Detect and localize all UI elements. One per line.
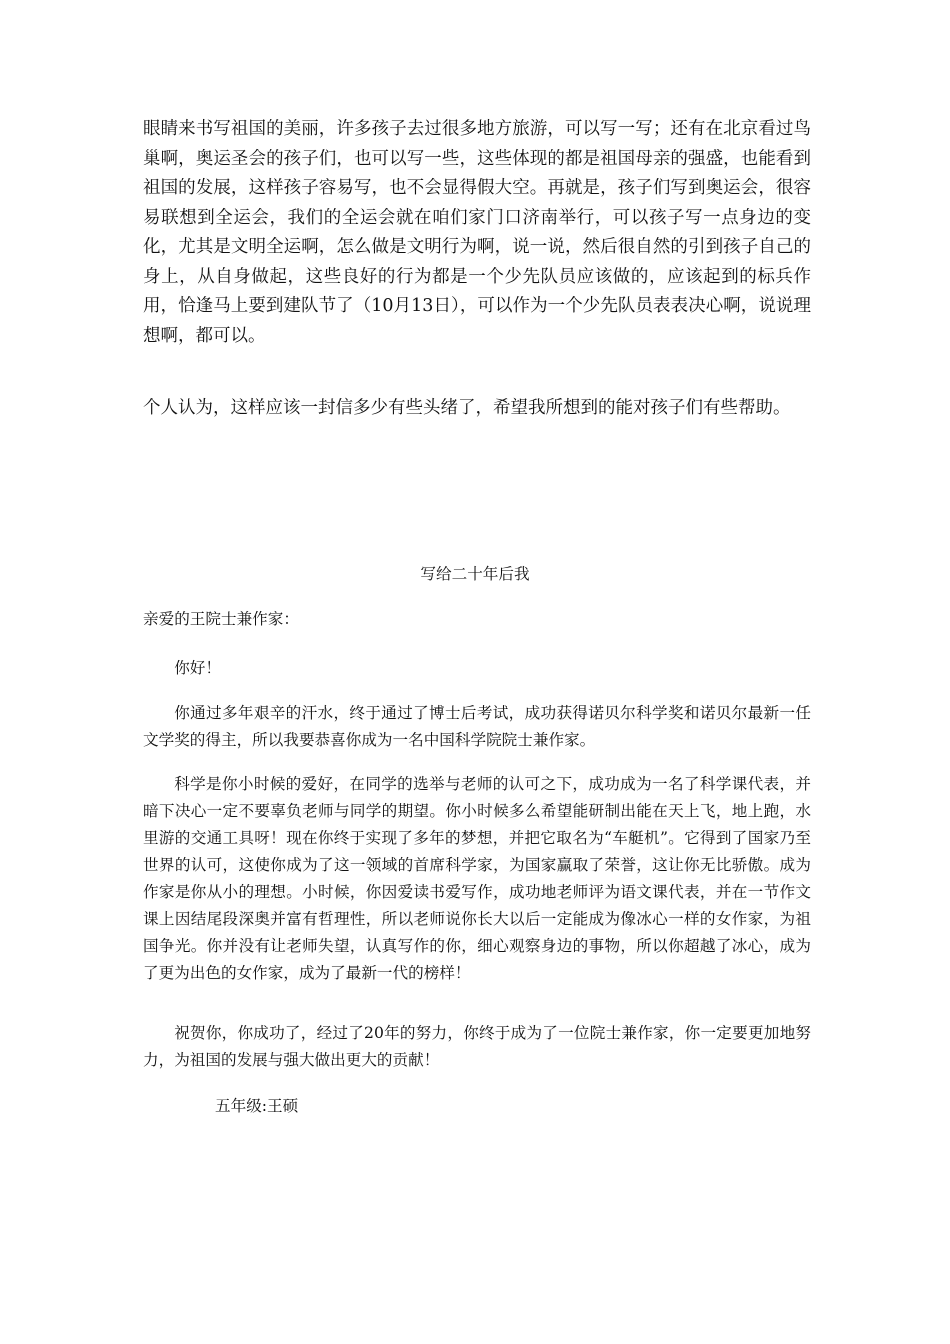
letter-signature: 五年级:王硕 [215,1097,299,1115]
letter-paragraph-3: 祝贺你，你成功了，经过了20年的努力，你终于成为了一位院士兼作家，你一定要更加地努力，为祖国的发展与强大做出更大的贡献！ [143,1024,811,1069]
letter-paragraph-2: 科学是你小时候的爱好，在同学的选举与老师的认可之下，成功成为一名了科学课代表，并暗下决心一定不要辜负老师与同学的期望。你小时候多么希望能研制出能在天上飞，地上跑，水里游的交通工具呀！现在你终于实现了多年的梦想，并把它取名为“车艇机”。它得到了国家乃至世界的认可，这使你成为了这一领域的首席科学家，为国家赢取了荣誉，这让你无比骄傲。成为作家是你从小的理想。小时候，你因爱读书爱写作，成功地老师评为语文课代表，并在一节作文课上因结尾段深奥并富有哲理性，所以老师说你长大以后一定能成为像冰心一样的女作家，为祖国争光。你并没有让老师失望，认真写作的你，细心观察身边的事物，所以你超越了冰心，成为了更为出色的女作家，成为了最新一代的榜样！ [143,775,811,982]
letter-greeting: 你好！ [174,659,221,677]
letter-paragraph-1: 你通过多年艰辛的汗水，终于通过了博士后考试，成功获得诺贝尔科学奖和诺贝尔最新一任文学奖的得主，所以我要恭喜你成为一名中国科学院院士兼作家。 [143,704,811,749]
letter-salutation: 亲爱的王院士兼作家： [143,610,299,628]
advice-paragraph: 眼睛来书写祖国的美丽，许多孩子去过很多地方旅游，可以写一写；还有在北京看过鸟巢啊，奥运圣会的孩子们，也可以写一些，这些体现的都是祖国母亲的强盛，也能看到祖国的发展，这样孩子容易写，也不会显得假大空。再就是，孩子们写到奥运会，很容易联想到全运会，我们的全运会就在咱们家门口济南举行，可以孩子写一点身边的变化，尤其是文明全运啊，怎么做是文明行为啊，说一说，然后很自然的引到孩子自己的身上，从自身做起，这些良好的行为都是一个少先队员应该做的，应该起到的标兵作用，恰逢马上要到建队节了（10月13日），可以作为一个少先队员表表决心啊，说说理想啊，都可以。 [143,119,811,346]
letter-title: 写给二十年后我 [420,565,530,583]
conclusion-paragraph: 个人认为，这样应该一封信多少有些头绪了，希望我所想到的能对孩子们有些帮助。 [143,398,791,418]
